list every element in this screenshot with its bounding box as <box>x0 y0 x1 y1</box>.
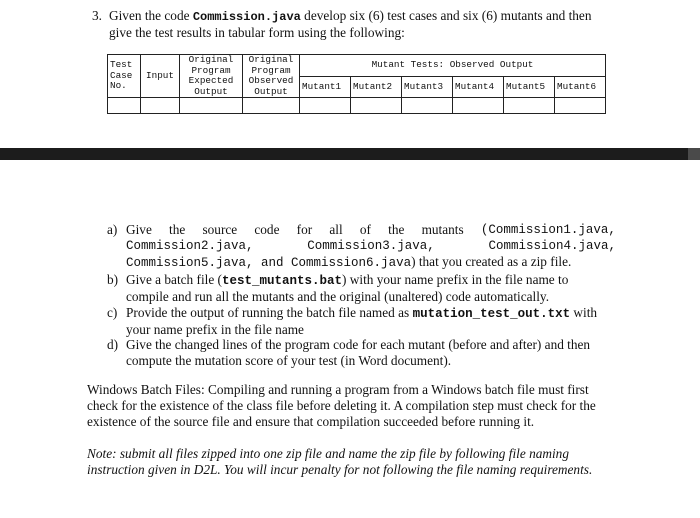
note-line: Note: submit all files zipped into one zip file and name the zip file by following file naming <box>87 446 569 461</box>
word: source <box>202 222 238 237</box>
code-test-mutants-bat: test_mutants.bat <box>222 274 343 288</box>
batch-line: existence of the source file and ensure that compilation succeeded before running it. <box>87 414 535 429</box>
question-number: 3. <box>92 8 102 23</box>
header-mutant: Mutant1 <box>300 76 351 98</box>
item-a-line3 <box>126 254 616 271</box>
header-mutant: Mutant4 <box>453 76 504 98</box>
header-test-line: Case <box>110 69 133 81</box>
header-observed-line: Original <box>248 54 294 65</box>
question-text <box>109 8 629 41</box>
word: the <box>388 222 405 237</box>
item-c-pre: Provide the output of running the batch file named as <box>126 305 413 320</box>
item-b-line2: compile and run all the mutants and the original (unaltered) code automatically. <box>126 289 550 304</box>
table-cell <box>108 98 141 114</box>
item-c-label: c) <box>107 305 118 320</box>
question-text-line2: give the test results in tabular form using the following: <box>109 25 405 40</box>
code-filename: (Commission1.java, <box>480 223 616 237</box>
header-test-line: Test <box>110 59 133 71</box>
item-a-line2 <box>126 238 616 254</box>
item-d-line2: compute the mutation score of your test (in Word document). <box>126 353 452 368</box>
batch-files-paragraph <box>87 382 627 430</box>
word: for <box>296 222 313 237</box>
header-observed-output <box>243 55 300 98</box>
header-mutant: Mutant6 <box>555 76 606 98</box>
code-filename: Commission4.java, <box>488 239 616 253</box>
word: Give <box>126 222 152 237</box>
header-observed-line: Output <box>254 85 288 97</box>
item-d <box>126 337 626 369</box>
word: mutants <box>421 222 464 237</box>
code-mutation-test-out: mutation_test_out.txt <box>412 307 571 321</box>
table-row <box>108 98 606 114</box>
code-filename: Commission5.java, <box>126 256 254 270</box>
item-b-label: b) <box>107 272 119 287</box>
header-expected-line: Original <box>188 54 234 65</box>
page-divider-edge <box>688 148 700 160</box>
text-and: and <box>253 256 292 270</box>
word: code <box>254 222 280 237</box>
table-cell <box>351 98 402 114</box>
results-table <box>107 54 606 114</box>
header-input: Input <box>141 55 180 98</box>
item-b-post: ) with your name prefix in the file name to <box>342 272 569 287</box>
table-cell <box>141 98 180 114</box>
header-expected-output <box>180 55 243 98</box>
code-filename: Commission2.java, <box>126 239 254 253</box>
code-filename: Commission3.java, <box>307 239 435 253</box>
item-c-post: with <box>570 305 598 320</box>
code-commission-java: Commission.java <box>192 10 301 24</box>
word: the <box>169 222 186 237</box>
header-mutant: Mutant5 <box>504 76 555 98</box>
question-text-pre: Given the code <box>109 8 193 23</box>
question-text-post: develop six (6) test cases and six (6) mutants and then <box>300 8 592 23</box>
item-a <box>126 222 616 271</box>
header-observed-line: Program <box>251 64 291 76</box>
item-d-label: d) <box>107 337 119 352</box>
header-observed-line: Observed <box>248 75 294 86</box>
header-expected-line: Program <box>191 64 231 76</box>
item-c-line2: your name prefix in the file name <box>126 322 304 337</box>
code-filename: Commission6.java <box>291 256 412 270</box>
header-expected-line: Output <box>194 85 228 97</box>
word: all <box>329 222 343 237</box>
header-test-case-no <box>108 55 141 98</box>
item-b-pre: Give a batch file ( <box>126 272 222 287</box>
table-cell <box>180 98 243 114</box>
header-test-line: No. <box>110 80 127 92</box>
note-line: instruction given in D2L. You will incur penalty for not following the file naming requirements. <box>87 462 593 477</box>
table-cell <box>402 98 453 114</box>
submission-note <box>87 446 627 478</box>
table-cell <box>504 98 555 114</box>
header-mutant: Mutant2 <box>351 76 402 98</box>
table-cell <box>555 98 606 114</box>
header-mutant-tests: Mutant Tests: Observed Output <box>300 55 606 77</box>
word: of <box>359 222 371 237</box>
item-a-tail: ) that you created as a zip file. <box>411 254 572 269</box>
page-divider <box>0 148 700 160</box>
header-mutant: Mutant3 <box>402 76 453 98</box>
item-a-label: a) <box>107 222 118 237</box>
table-cell <box>243 98 300 114</box>
table-cell <box>300 98 351 114</box>
item-b <box>126 272 626 305</box>
batch-line: check for the existence of the class file before deleting it. A compilation step must check for the <box>87 398 596 413</box>
item-a-line1 <box>126 222 616 238</box>
item-d-line1: Give the changed lines of the program code for each mutant (before and after) and then <box>126 337 591 352</box>
batch-line: Windows Batch Files: Compiling and running a program from a Windows batch file must first <box>87 382 589 397</box>
table-cell <box>453 98 504 114</box>
header-expected-line: Expected <box>188 75 234 86</box>
item-c <box>126 305 626 338</box>
